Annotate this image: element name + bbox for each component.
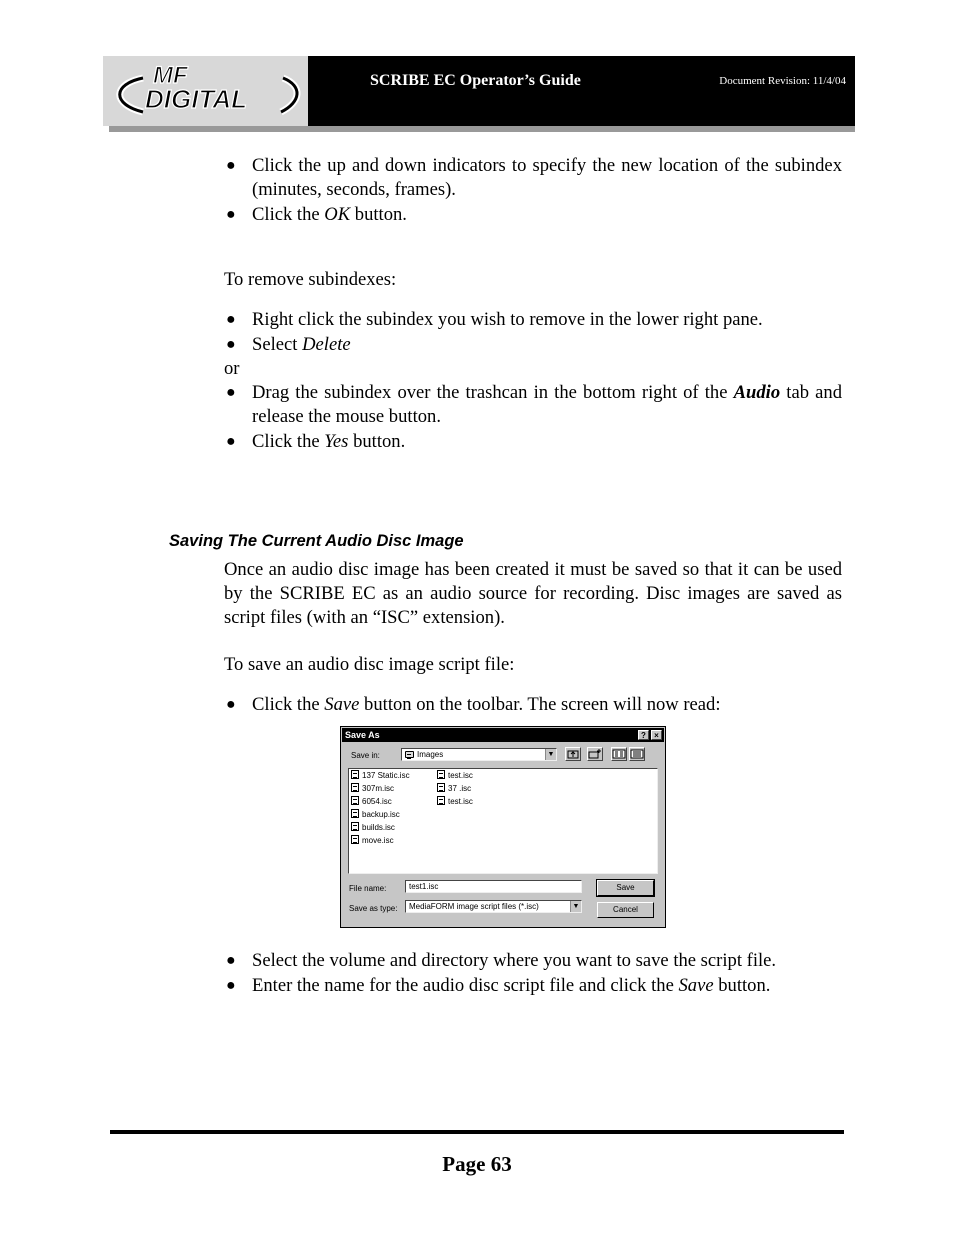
bullet-text: button.	[713, 975, 771, 996]
save-emphasis: Save	[678, 975, 714, 996]
list-item[interactable]	[437, 796, 473, 808]
file-name: test.isc	[448, 771, 473, 780]
cancel-button[interactable]: Cancel	[597, 902, 654, 918]
script-file-icon	[351, 770, 359, 779]
bullet-item: ● Drag the subindex over the trashcan in the bottom right of the Audio tab and release the mouse button.	[226, 382, 842, 427]
file-name: builds.isc	[362, 823, 395, 832]
logo-line2: DIGITAL	[145, 84, 248, 114]
yes-emphasis: Yes	[324, 431, 349, 452]
audio-emphasis: Audio	[733, 382, 781, 403]
bullet-text: Select the volume and directory where you want to save the script file.	[252, 950, 777, 971]
help-icon[interactable]: ?	[638, 730, 649, 740]
file-name: 37 .isc	[448, 784, 472, 793]
close-icon[interactable]: ×	[651, 730, 662, 740]
list-item[interactable]	[351, 783, 394, 795]
bullet-item: ● Right click the subindex you wish to remove in the lower right pane.	[226, 309, 763, 330]
save-in-label: Save in:	[351, 751, 380, 760]
list-item[interactable]	[351, 809, 400, 821]
file-name: test.isc	[448, 797, 473, 806]
details-view-icon[interactable]	[629, 747, 645, 761]
ok-emphasis: OK	[324, 204, 351, 225]
save-button[interactable]: Save	[597, 880, 654, 896]
logo-line1: MF	[153, 62, 188, 89]
script-file-icon	[437, 796, 445, 805]
save-as-type-value: MediaFORM image script files (*.isc)	[409, 902, 539, 911]
bullet-text: Right click the subindex you wish to remove in the lower right pane.	[252, 309, 763, 330]
script-file-icon	[351, 783, 359, 792]
save-as-type-label: Save as type:	[349, 904, 398, 913]
script-file-icon	[437, 783, 445, 792]
bullet-text: tab and release the mouse button.	[252, 382, 842, 427]
dialog-title: Save As	[345, 730, 380, 740]
file-name: 137 Static.isc	[362, 771, 410, 780]
save-as-type-dropdown[interactable]	[405, 900, 582, 913]
save-as-dialog	[340, 726, 666, 928]
file-name-input[interactable]: test1.isc	[405, 880, 582, 893]
save-in-dropdown[interactable]	[401, 748, 557, 761]
bullet-item: ● Click the OK button.	[226, 204, 407, 225]
bullet-text: Click the	[252, 431, 325, 452]
section-title: Saving The Current Audio Disc Image	[169, 532, 464, 550]
bullet-text: Drag the subindex over the trashcan in the bottom right of the	[252, 382, 734, 403]
mf-digital-logo	[103, 56, 308, 126]
list-item[interactable]	[437, 770, 473, 782]
page-number: Page 63	[442, 1152, 512, 1176]
bullet-text: Click the	[252, 204, 325, 225]
script-file-icon	[351, 822, 359, 831]
list-item[interactable]	[437, 783, 471, 795]
page-header	[103, 56, 855, 126]
guide-title: SCRIBE EC Operator’s Guide	[370, 72, 581, 89]
script-file-icon	[351, 835, 359, 844]
bullet-text: button.	[348, 431, 406, 452]
remove-intro: To remove subindexes:	[224, 269, 397, 290]
up-folder-icon[interactable]	[565, 747, 581, 761]
file-name: 307m.isc	[362, 784, 395, 793]
save-in-value: Images	[417, 750, 444, 759]
save-emphasis: Save	[324, 694, 360, 715]
file-name-label: File name:	[349, 884, 387, 893]
list-item[interactable]	[351, 835, 394, 847]
script-file-icon	[351, 809, 359, 818]
chevron-down-icon: ▼	[570, 901, 581, 912]
delete-emphasis: Delete	[302, 334, 351, 355]
bullet-text: Click the	[252, 694, 325, 715]
list-item[interactable]	[351, 796, 392, 808]
list-item[interactable]	[351, 822, 395, 834]
file-list[interactable]	[348, 768, 658, 874]
script-file-icon	[351, 796, 359, 805]
bullet-text: Click the up and down indicators to specify the new location of the subindex (minutes, seconds, frames).	[252, 155, 842, 200]
file-name: 6054.isc	[362, 797, 392, 806]
bullet-text: button.	[350, 204, 407, 225]
folder-icon	[405, 751, 414, 758]
bullet-item: ● Click the Save button on the toolbar. The screen will now read:	[226, 694, 721, 715]
bullet-text: Select	[252, 334, 303, 355]
bullet-item: ● Select Delete	[226, 334, 351, 355]
dialog-titlebar	[342, 728, 664, 742]
document-revision: Document Revision: 11/4/04	[719, 75, 846, 87]
file-name: move.isc	[362, 836, 394, 845]
list-item[interactable]	[351, 770, 410, 782]
script-file-icon	[437, 770, 445, 779]
save-intro: To save an audio disc image script file:	[224, 654, 515, 675]
footer-rule	[110, 1130, 844, 1134]
section-paragraph: Once an audio disc image has been created it must be saved so that it can be used by the SCRIBE EC as an audio source for recording. Disc images are saved as script files (with an “ISC” extension).	[224, 559, 842, 628]
bullet-item: ● Click the Yes button.	[226, 431, 406, 452]
new-folder-icon[interactable]	[587, 747, 603, 761]
chevron-down-icon: ▼	[545, 749, 556, 760]
bullet-text: Enter the name for the audio disc script file and click the	[252, 975, 679, 996]
bullet-item: ● Click the up and down indicators to specify the new location of the subindex (minutes, seconds, frames).	[226, 155, 842, 200]
bullet-item: ● Enter the name for the audio disc script file and click the Save button.	[226, 975, 771, 996]
list-view-icon[interactable]	[611, 747, 627, 761]
bullet-text: button on the toolbar. The screen will now read:	[359, 694, 721, 715]
or-text: or	[224, 358, 240, 379]
bullet-item: ● Select the volume and directory where you want to save the script file.	[226, 950, 777, 971]
file-name: backup.isc	[362, 810, 400, 819]
